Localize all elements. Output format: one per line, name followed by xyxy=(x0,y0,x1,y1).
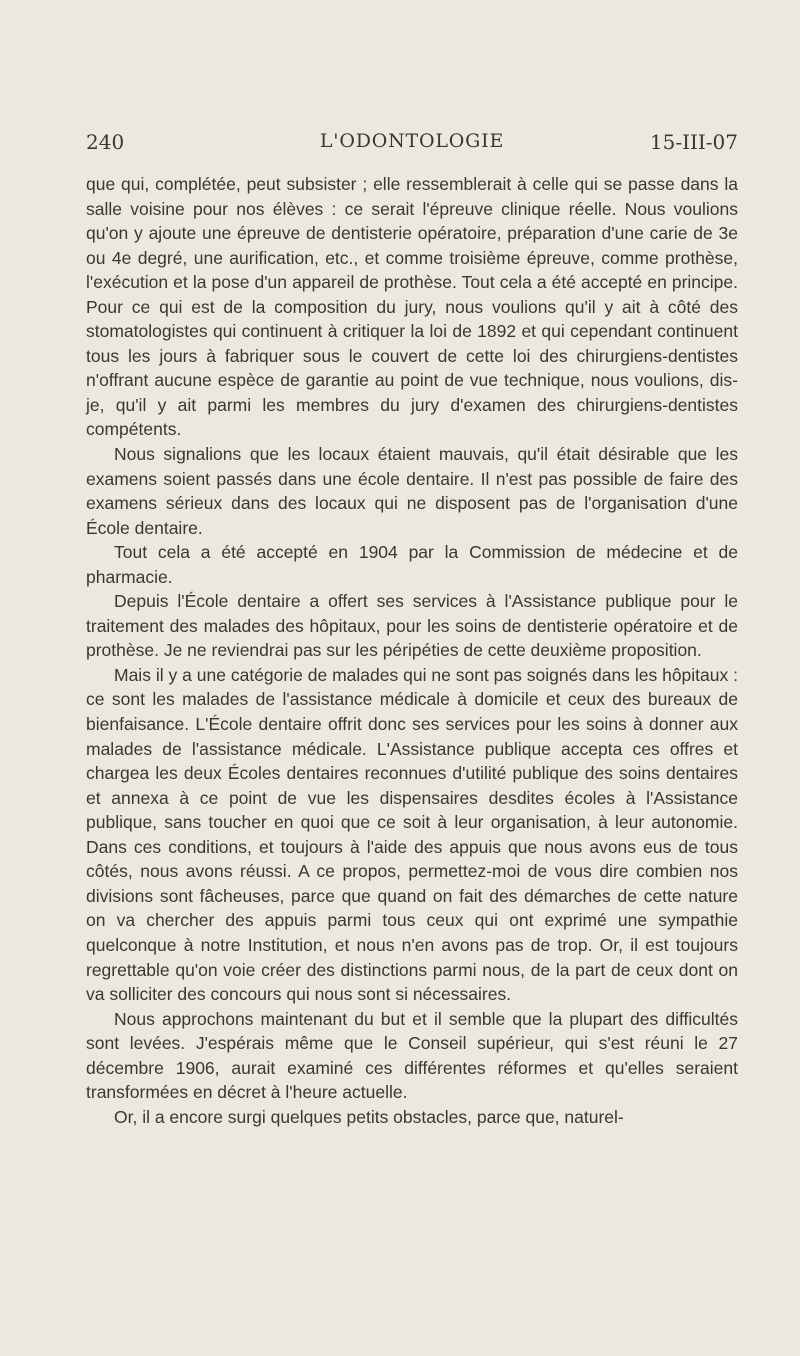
article-body xyxy=(86,172,738,1129)
paragraph: Nous approchons maintenant du but et il semble que la plupart des difficultés sont levées. J'espérais même que le Conseil supérieur, qui s'est réuni le 27 décembre 1906, aurait examiné ces différentes réformes et qu'elles seraient transformées en décret à l'heure actuelle. xyxy=(86,1008,738,1103)
paragraph: Nous signalions que les locaux étaient mauvais, qu'il était désirable que les examens soient passés dans une école dentaire. Il n'est pas possible de faire des examens sérieux dans des locaux qui ne disposent pas de l'organisation d'une École dentaire. xyxy=(86,444,738,538)
paragraph: Mais il y a une catégorie de malades qui ne sont pas soignés dans les hôpitaux : ce sont les malades de l'assistance médicale à domicile et ceux des bureaux de bienfaisance. L'École dentaire offrit donc ses services pour les soins à donner aux malades de l'assistance médicale. L'Assistance publique accepta ces offres et chargea les deux Écoles dentaires reconnues d'utilité publique des soins dentaires et annexa à ce point de vue les dispensaires desdites écoles à l'Assistance publique, sans toucher en quoi que ce soit à leur organisation, à leur autonomie. Dans ces conditions, et toujours à l'aide des appuis que nous avons eus de tous côtés, nous avons réussi. A ce propos, permettez-moi de vous dire combien nos divisions sont fâcheuses, parce que quand on fait des démarches de cette nature on va chercher des appuis parmi tous ceux qui ont exprimé une sympathie quelconque à notre Institution, et nous n'en avons pas de trop. Or, il est toujours regrettable qu'on voie créer des distinctions parmi nous, de la part de ceux dont on va solliciter des concours qui nous sont si nécessaires. xyxy=(86,664,738,1005)
paragraph: Depuis l'École dentaire a offert ses services à l'Assistance publique pour le traitement des malades des hôpitaux, pour les soins de dentisterie opératoire et de prothèse. Je ne reviendrai pas sur les péripéties de cette deuxième proposition. xyxy=(86,591,738,661)
paragraph: Tout cela a été accepté en 1904 par la Commission de médecine et de pharmacie. xyxy=(86,542,738,587)
page-number: 240 xyxy=(86,130,125,154)
issue-date: 15-III-07 xyxy=(649,130,738,154)
journal-title: L'ODONTOLOGIE xyxy=(319,130,505,152)
paragraph: que qui, complétée, peut subsister ; elle ressemblerait à celle qui se passe dans la salle voisine pour nos élèves : ce serait l'épreuve clinique réelle. Nous voulions qu'on y ajoute une épreuve de dentisterie opératoire, préparation d'une carie de 3e ou 4e degré, une aurification, etc., et comme troisième épreuve, comme prothèse, l'exécution et la pose d'un appareil de prothèse. Tout cela a été accepté en principe. Pour ce qui est de la composition du jury, nous voulions qu'il y ait à côté des stomatologistes qui continuent à critiquer la loi de 1892 et qui cependant continuent tous les jours à fabriquer sous le couvert de cette loi des chirurgiens-dentistes n'offrant aucune espèce de garantie au point de vue technique, nous voulions, dis-je, qu'il y ait parmi les membres du jury d'examen des chirurgiens-dentistes compétents. xyxy=(86,174,738,440)
paragraph: Or, il a encore surgi quelques petits obstacles, parce que, naturel- xyxy=(114,1106,624,1127)
running-header xyxy=(86,130,738,160)
